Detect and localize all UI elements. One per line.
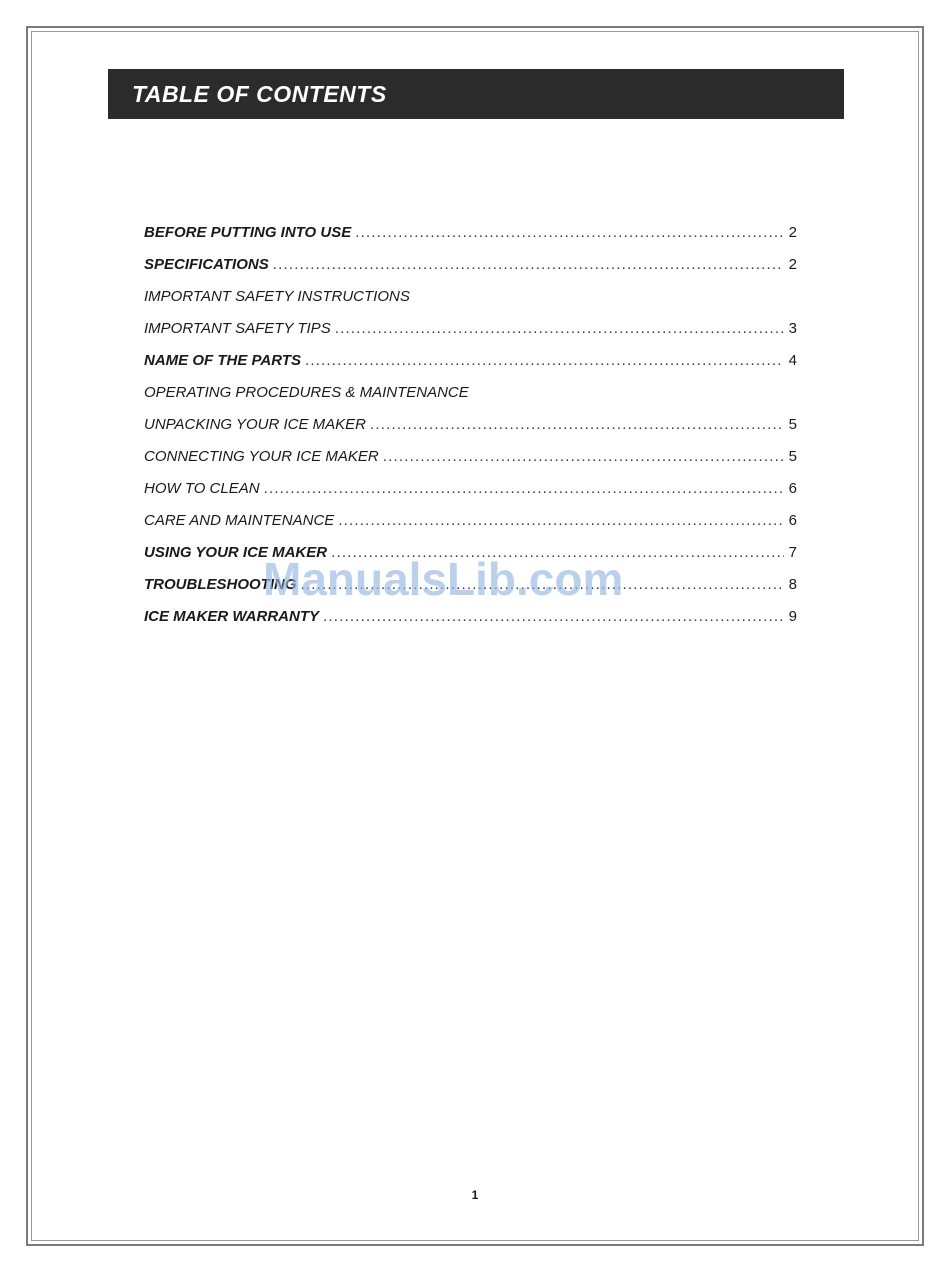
toc-entry[interactable]	[144, 384, 797, 416]
toc-entry-title: CARE AND MAINTENANCE	[144, 512, 335, 529]
toc-entry[interactable]	[144, 448, 797, 480]
toc-entry[interactable]	[144, 320, 797, 352]
toc-entry-title: TROUBLESHOOTING	[144, 576, 297, 593]
toc-entry-page: 3	[788, 320, 797, 337]
toc-dot-leader	[273, 256, 784, 273]
toc-entry[interactable]	[144, 576, 797, 608]
toc-entry[interactable]	[144, 416, 797, 448]
toc-entry-title: CONNECTING YOUR ICE MAKER	[144, 448, 379, 465]
toc-entry-page: 6	[788, 480, 797, 497]
toc-dot-leader	[383, 448, 784, 465]
toc-entry[interactable]	[144, 608, 797, 640]
toc-entry-title: ICE MAKER WARRANTY	[144, 608, 319, 625]
toc-dot-leader	[370, 416, 784, 433]
toc-entry-page: 5	[788, 416, 797, 433]
toc-entry-title: IMPORTANT SAFETY INSTRUCTIONS	[144, 288, 410, 305]
toc-entry-title: SPECIFICATIONS	[144, 256, 269, 273]
toc-entry-page: 4	[788, 352, 797, 369]
toc-entry-title: HOW TO CLEAN	[144, 480, 260, 497]
toc-entry[interactable]	[144, 224, 797, 256]
toc-entry-title: UNPACKING YOUR ICE MAKER	[144, 416, 366, 433]
toc-entry-page: 8	[788, 576, 797, 593]
toc-entry[interactable]	[144, 256, 797, 288]
toc-entry-title: BEFORE PUTTING INTO USE	[144, 224, 352, 241]
toc-dot-leader	[355, 224, 784, 241]
page-title: TABLE OF CONTENTS	[132, 81, 387, 107]
toc-dot-leader	[305, 352, 784, 369]
page-number: 1	[471, 1188, 479, 1202]
toc-entry[interactable]	[144, 352, 797, 384]
toc-entry-page: 6	[788, 512, 797, 529]
toc-entry[interactable]	[144, 480, 797, 512]
toc-dot-leader	[338, 512, 784, 529]
toc-dot-leader	[301, 576, 785, 593]
toc-entry-title: USING YOUR ICE MAKER	[144, 544, 328, 561]
toc-entry-page: 2	[788, 256, 797, 273]
toc-entry[interactable]	[144, 512, 797, 544]
toc-entry[interactable]	[144, 288, 797, 320]
toc-entry-page: 7	[788, 544, 797, 561]
toc-dot-leader	[323, 608, 784, 625]
table-of-contents	[144, 224, 797, 640]
toc-entry-title: IMPORTANT SAFETY TIPS	[144, 320, 331, 337]
toc-dot-leader	[331, 544, 784, 561]
watermark: ManualsLib.com	[263, 553, 624, 605]
toc-entry-title: OPERATING PROCEDURES & MAINTENANCE	[144, 384, 469, 401]
toc-dot-leader	[264, 480, 784, 497]
toc-entry-page: 9	[788, 608, 797, 625]
toc-entry-page: 2	[788, 224, 797, 241]
toc-entry-title: NAME OF THE PARTS	[144, 352, 301, 369]
title-banner	[108, 69, 844, 119]
toc-entry-page: 5	[788, 448, 797, 465]
toc-entry[interactable]	[144, 544, 797, 576]
toc-dot-leader	[335, 320, 784, 337]
